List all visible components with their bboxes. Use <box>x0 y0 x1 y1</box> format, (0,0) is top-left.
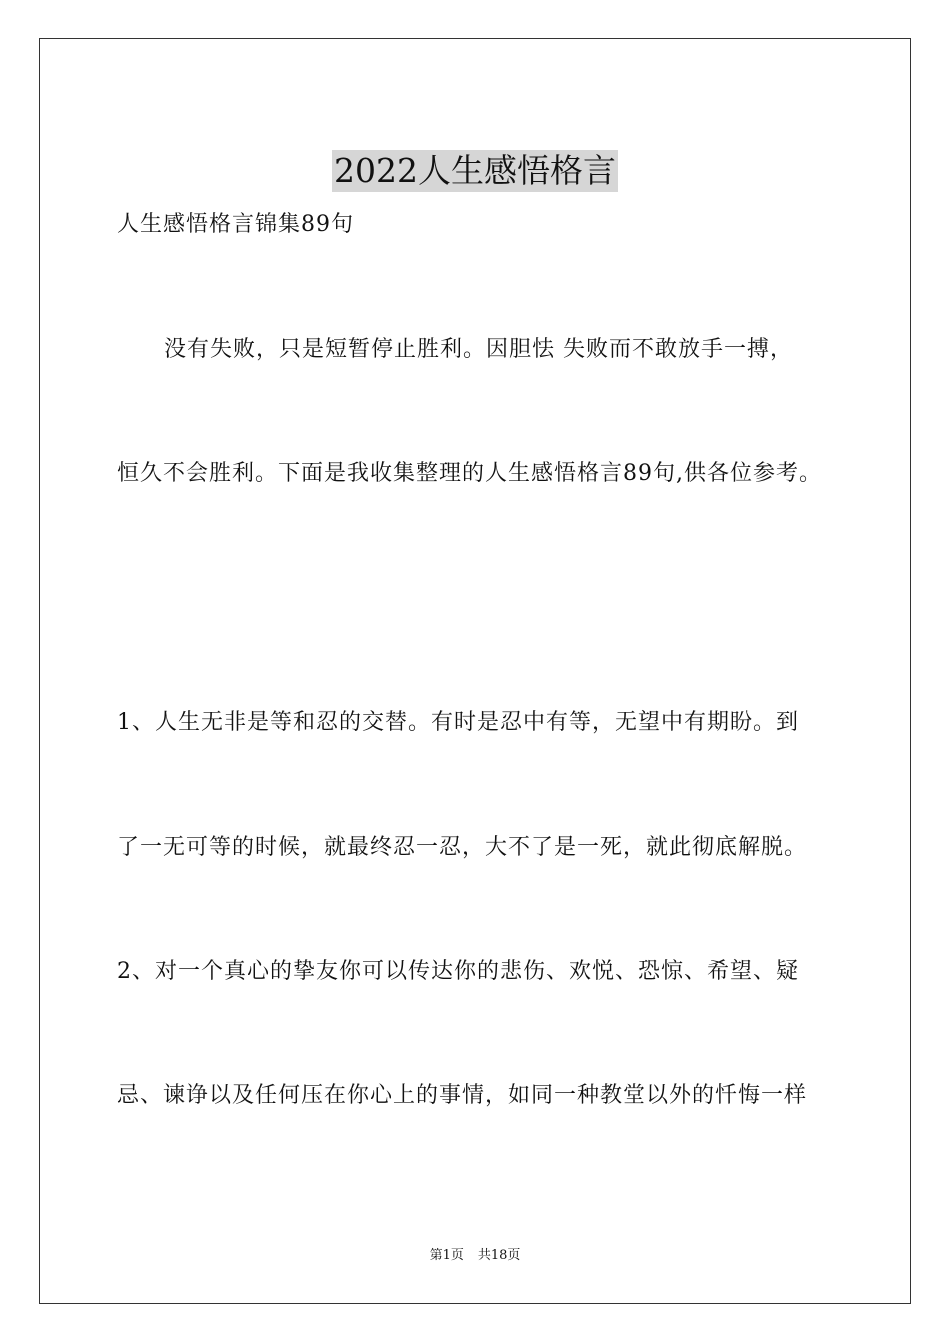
paragraph-line: 1、人生无非是等和忍的交替。有时是忍中有等，无望中有期盼。到 <box>117 710 799 735</box>
page-number: 第1页 <box>429 1248 464 1263</box>
paragraph-line: 没有失败，只是短暂停止胜利。因胆怯 失败而不敢放手一搏， <box>164 337 793 362</box>
title-container <box>0 128 950 214</box>
paragraph-line: 忌、谏诤以及任何压在你心上的事情，如同一种教堂以外的忏悔一样 <box>117 1083 808 1108</box>
document-title: 2022人生感悟格言 <box>334 151 616 191</box>
page-footer <box>0 1247 950 1265</box>
document-subtitle: 人生感悟格言锦集89句 <box>117 212 354 237</box>
paragraph-line: 2、对一个真心的挚友你可以传达你的悲伤、欢悦、恐惊、希望、疑 <box>117 959 799 984</box>
paragraph-line: 恒久不会胜利。下面是我收集整理的人生感悟格言89句,供各位参考。 <box>117 461 822 486</box>
paragraph-line: 了一无可等的时候，就最终忍一忍，大不了是一死，就此彻底解脱。 <box>117 835 808 860</box>
page-total: 共18页 <box>477 1248 521 1263</box>
